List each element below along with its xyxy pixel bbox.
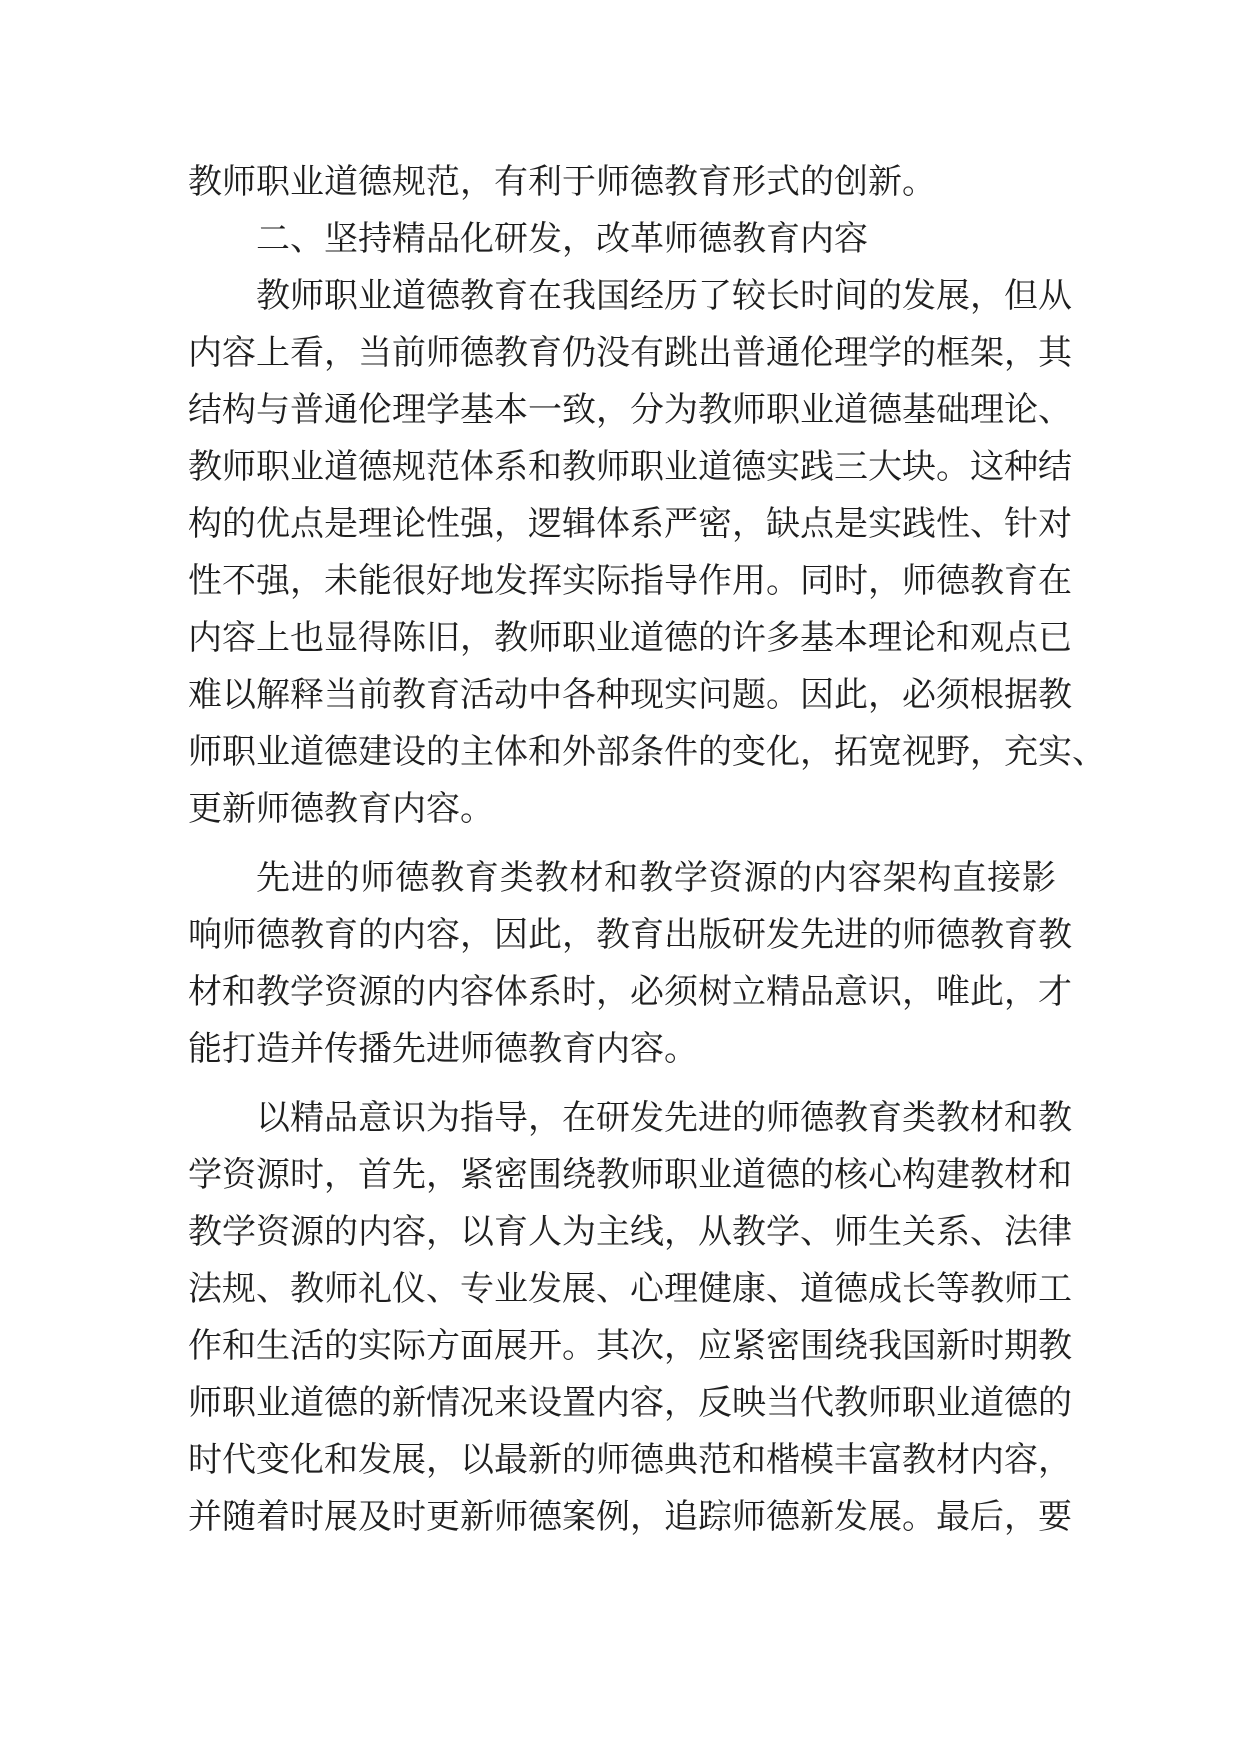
paragraph-2-line: 教师职业道德规范体系和教师职业道德实践三大块。这种结 xyxy=(188,447,1072,487)
paragraph-2-line: 结构与普通伦理学基本一致，分为教师职业道德基础理论、 xyxy=(188,390,1072,430)
paragraph-gap xyxy=(188,1078,1056,1090)
paragraph-3-line: 响师德教育的内容，因此，教育出版研发先进的师德教育教 xyxy=(188,915,1072,955)
paragraph-2-line: 构的优点是理论性强，逻辑体系严密，缺点是实践性、针对 xyxy=(188,504,1072,544)
paragraph-4-line: 以精品意识为指导，在研发先进的师德教育类教材和教 xyxy=(256,1098,1072,1138)
document-body xyxy=(188,154,1106,1546)
paragraph-4-line: 时代变化和发展，以最新的师德典范和楷模丰富教材内容， xyxy=(188,1440,1072,1480)
paragraph-3-line: 材和教学资源的内容体系时，必须树立精品意识，唯此，才 xyxy=(188,972,1072,1012)
paragraph-2-line: 内容上也显得陈旧，教师职业道德的许多基本理论和观点已 xyxy=(188,618,1072,658)
paragraph-2-line: 难以解释当前教育活动中各种现实问题。因此，必须根据教 xyxy=(188,675,1072,715)
paragraph-4-line: 教学资源的内容，以育人为主线，从教学、师生关系、法律 xyxy=(188,1212,1072,1252)
paragraph-4-line: 作和生活的实际方面展开。其次，应紧密围绕我国新时期教 xyxy=(188,1326,1072,1366)
paragraph-3-line: 能打造并传播先进师德教育内容。 xyxy=(188,1029,698,1069)
paragraph-3-line: 先进的师德教育类教材和教学资源的内容架构直接影 xyxy=(256,858,1056,898)
paragraph-2-line: 教师职业道德教育在我国经历了较长时间的发展，但从 xyxy=(256,276,1072,316)
paragraph-2-line: 更新师德教育内容。 xyxy=(188,789,494,829)
paragraph-gap xyxy=(188,838,1056,850)
section-heading: 二、坚持精品化研发，改革师德教育内容 xyxy=(256,219,868,259)
paragraph-4-line: 师职业道德的新情况来设置内容，反映当代教师职业道德的 xyxy=(188,1383,1072,1423)
paragraph-2-line: 内容上看，当前师德教育仍没有跳出普通伦理学的框架，其 xyxy=(188,333,1072,373)
paragraph-4-line: 学资源时，首先，紧密围绕教师职业道德的核心构建教材和 xyxy=(188,1155,1072,1195)
paragraph-4-line: 法规、教师礼仪、专业发展、心理健康、道德成长等教师工 xyxy=(188,1269,1072,1309)
paragraph-2-line: 性不强，未能很好地发挥实际指导作用。同时，师德教育在 xyxy=(188,561,1072,601)
paragraph-1-line: 教师职业道德规范，有利于师德教育形式的创新。 xyxy=(188,162,936,202)
paragraph-4-line: 并随着时展及时更新师德案例，追踪师德新发展。最后，要 xyxy=(188,1497,1072,1537)
paragraph-2-line: 师职业道德建设的主体和外部条件的变化，拓宽视野，充实、 xyxy=(188,732,1106,772)
